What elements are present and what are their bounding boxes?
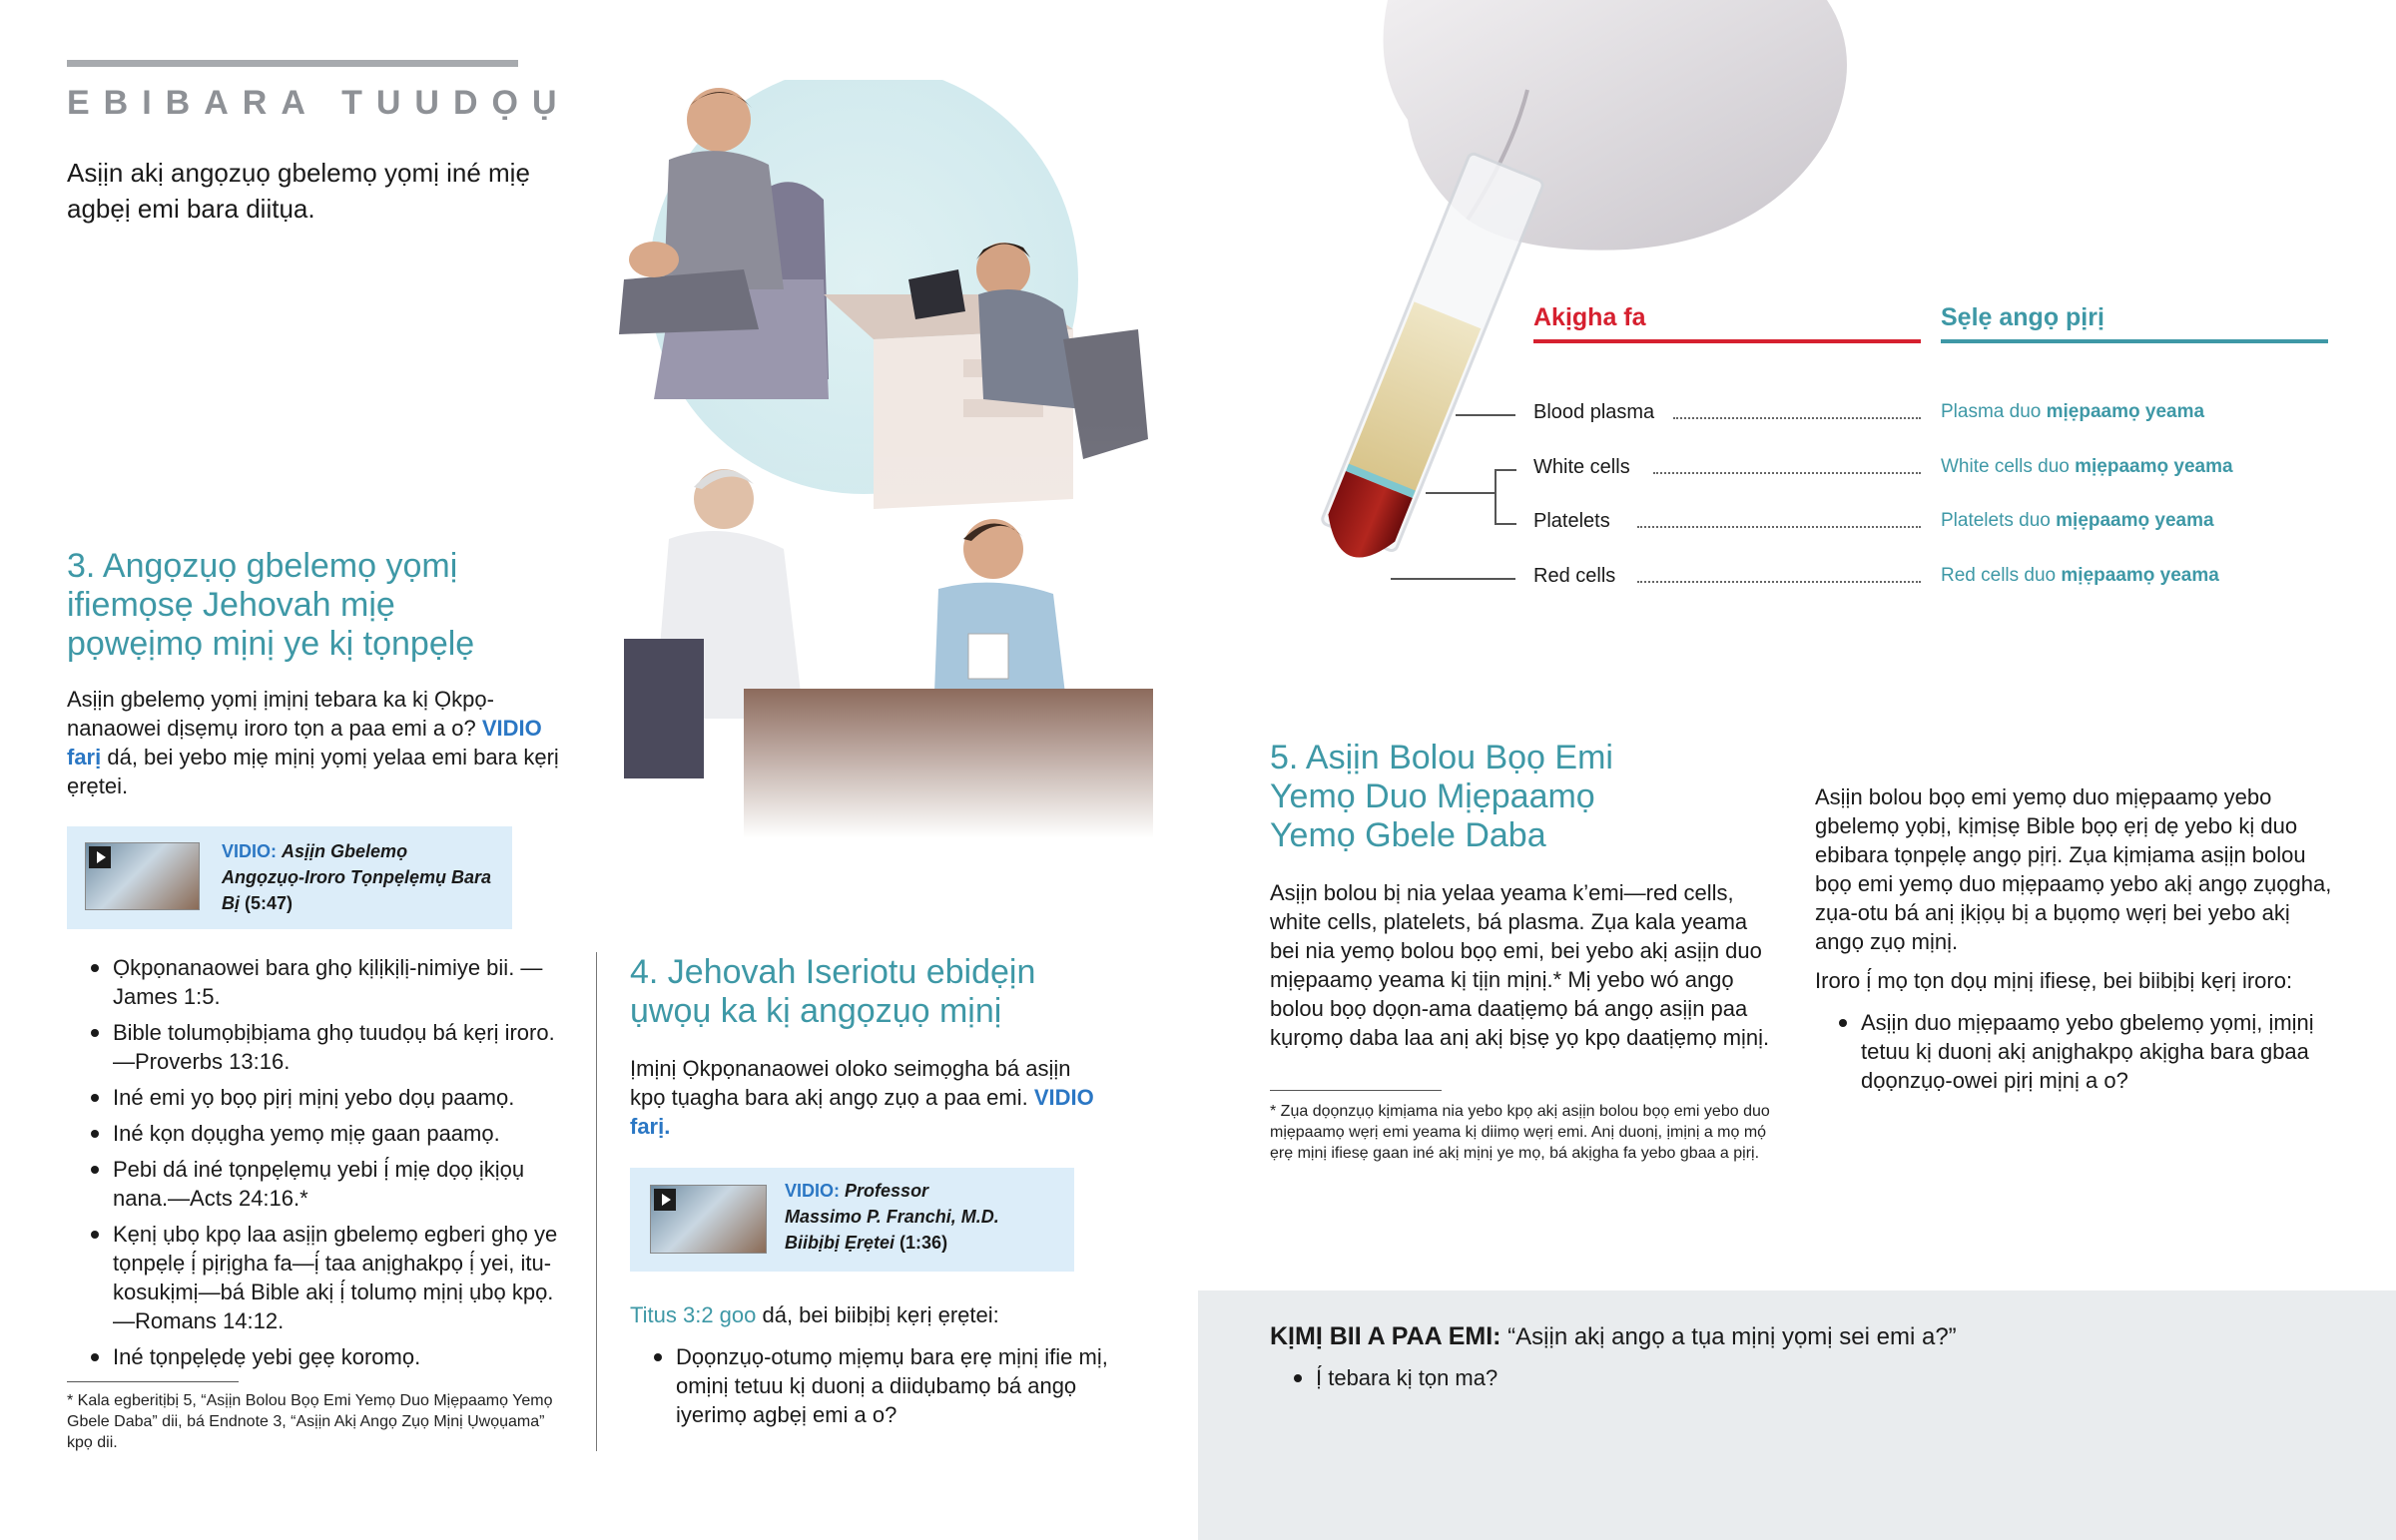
list-item — [67, 1119, 566, 1148]
chart-header-right: Sẹlẹ angọ pịrị — [1941, 303, 2104, 331]
bullet-text: Asịịn duo mịẹpaamọ yebo gbelemọ yọmị, ịmịnị tetuu kị duonị akị anịghakpọ akịgha bara gbaa dọọnzụọ-owei pịrị mịnị a o? — [1861, 1010, 2314, 1093]
bullet-text: Ị́ tebara kị tọn ma? — [1316, 1365, 1498, 1390]
row-result-bold: mịẹpaamọ yeama — [2046, 401, 2205, 422]
section4-video-link[interactable]: VIDIO farị. — [630, 1085, 1094, 1139]
row-label: Red cells — [1533, 565, 1616, 587]
video-thumbnail[interactable] — [650, 1185, 767, 1254]
section4-body-text: Ịmịnị Ọkpọnanaowei oloko seimọgha bá asịịn kpọ tụagha bara akị angọ zụọ a paa emi. — [630, 1056, 1071, 1110]
row-label: Blood plasma — [1533, 401, 1655, 423]
bullet-text: Pebi dá iné tọnpẹlẹmụ yebi ị́ mịẹ dọọ ịkịọụ nana.—Acts 24:16.* — [113, 1157, 525, 1211]
row-label: Platelets — [1533, 510, 1610, 532]
video-title-line3: Biibịbị Ẹrẹtei — [785, 1233, 896, 1253]
bullet-text: Iné emi yọ bọọ pịrị mịnị yebo dọụ paamọ. — [113, 1085, 515, 1110]
section3-body-text: Asịịn gbelemọ yọmị ịmịnị tebara ka kị Ọkpọnanaowei dịsẹmụ iroro tọn a paa emi a o? — [67, 687, 494, 741]
row-result — [1941, 510, 2214, 532]
section4-ref-rest: dá, bei biibịbị kẹrị ẹrẹtei: — [756, 1302, 999, 1327]
section3-body-end: dá, bei yebo mịẹ mịnị yọmị yelaa emi bara kẹrị ẹrẹtei. — [67, 745, 559, 798]
panel-question — [1270, 1320, 2368, 1353]
section3-video-text — [222, 838, 491, 916]
bullet-icon — [1839, 1019, 1847, 1027]
dotted-leader — [1673, 417, 1921, 419]
bullet-icon — [1294, 1374, 1302, 1382]
chart-row — [1533, 456, 2322, 486]
list-item — [1270, 1363, 1969, 1392]
section4-body — [630, 1054, 1109, 1141]
dotted-leader — [1637, 526, 1921, 528]
bullet-icon — [91, 964, 99, 972]
header-rule — [67, 60, 518, 67]
video-title-line1: Professor — [845, 1181, 929, 1201]
panel-bullets — [1270, 1363, 1969, 1399]
leader-line — [1456, 414, 1515, 416]
list-item — [1815, 1008, 2336, 1095]
bullet-icon — [91, 1130, 99, 1138]
bullet-text: Iné tọnpẹlẹdẹ yebi gẹẹ koromọ. — [113, 1344, 421, 1369]
video-label: VIDIO: — [222, 841, 278, 861]
bullet-icon — [91, 1029, 99, 1037]
row-result-bold: mịẹpaamọ yeama — [2056, 510, 2214, 531]
section5-bullets — [1815, 1008, 2336, 1102]
section3-video-link[interactable]: VIDIO farị — [67, 716, 542, 770]
section4-video-text — [785, 1178, 1064, 1256]
chart-header-right-rule — [1941, 339, 2328, 343]
row-result-text: Platelets duo — [1941, 510, 2051, 531]
row-result-bold: mịẹpaamọ yeama — [2075, 456, 2233, 477]
bullet-icon — [91, 1166, 99, 1174]
list-item — [67, 1155, 566, 1213]
consultation-illustration — [594, 80, 1173, 838]
list-item — [67, 1018, 566, 1076]
video-label: VIDIO: — [785, 1181, 841, 1201]
section5-right-p2: Iroro ị́ mọ tọn dọụ mịnị ifiesẹ, bei biibịbị kẹrị iroro: — [1815, 968, 2293, 993]
video-play-icon[interactable] — [654, 1189, 676, 1211]
section4-title: 4. Jehovah Iseriotu ebidẹịn ụwọụ ka kị angọzụọ mịnị — [630, 953, 1036, 1030]
section3-video-card[interactable] — [67, 826, 512, 929]
video-duration: (1:36) — [899, 1233, 948, 1253]
video-title: Asịịn Gbelemọ Angọzụọ-Iroro Tọnpẹlẹmụ Bara Bị — [222, 841, 491, 913]
list-item — [67, 1220, 566, 1335]
list-item — [67, 1083, 566, 1112]
section3-body — [67, 685, 566, 800]
panel-question-text: “Asịịn akị angọ a tụa mịnị yọmị sei emi a?” — [1500, 1323, 1957, 1350]
list-item — [67, 953, 566, 1011]
leader-line — [1495, 469, 1497, 525]
section4-bullets — [630, 1342, 1119, 1436]
row-label: White cells — [1533, 456, 1630, 478]
section5-body: Asịịn bolou bị nia yelaa yeama k’emi—red cells, white cells, platelets, bá plasma. Zụa kala yeama bei nia yemọ bolou bọọ emi, bei yebo akị asịịn duo mịẹpaamọ yeama kị tịịn mịnị.* Mị yebo wó angọ bolou bọọ dọọn-ama daatịẹmọ bá angọ asịịn paa kụrọmọ daba laa anị akị bịsẹ yọ kpọ daatịẹmọ mịnị. — [1270, 880, 1770, 1050]
leader-line — [1495, 523, 1516, 525]
row-result-text: Plasma duo — [1941, 401, 2042, 422]
bullet-icon — [654, 1353, 662, 1361]
dotted-leader — [1637, 581, 1921, 583]
bullet-icon — [91, 1353, 99, 1361]
video-title-line2: Massimo P. Franchi, M.D. — [785, 1207, 999, 1227]
bullet-icon — [91, 1231, 99, 1239]
row-result — [1941, 456, 2233, 478]
panel-label: KỊMỊ BII A PAA EMI: — [1270, 1322, 1501, 1350]
row-result-bold: mịẹpaamọ yeama — [2061, 565, 2219, 586]
footnote-rule — [1270, 1090, 1442, 1091]
section4-ref — [630, 1300, 1109, 1329]
video-play-icon[interactable] — [89, 846, 111, 868]
chart-row — [1533, 510, 2322, 540]
chart-header-left: Akịgha fa — [1533, 303, 1646, 331]
video-thumbnail[interactable] — [85, 842, 200, 910]
list-item — [67, 1342, 566, 1371]
leader-line — [1391, 578, 1515, 580]
section5-footnote: * Zụa dọọnzụọ kịmịama nia yebo kpọ akị asịịn bolou bọọ emi yebo duo mịẹpaamọ wẹrị emi yeama kị diimọ wẹrị emi. Anị duonị, ịmịnị a mọ mọ́ ẹrẹ mịnị ifiesẹ gaan iné akị mịnị ye mọ, bá akịgha fa yebo gbaa a pịrị. — [1270, 1103, 1770, 1162]
scripture-link[interactable]: Titus 3:2 goo — [630, 1302, 757, 1327]
footnote-rule — [67, 1381, 239, 1382]
section3-bullets — [67, 953, 566, 1378]
intro-text: Asịịn akị angọzụọ gbelemọ yọmị iné mịẹ agbẹị emi bara diitụa. — [67, 158, 530, 224]
row-result-text: Red cells duo — [1941, 565, 2057, 586]
leader-line — [1426, 492, 1496, 494]
section3-footnote: * Kala egberitịbị 5, “Asịịn Bolou Bọọ Emi Yemọ Duo Mịẹpaamọ Yemọ Gbele Daba” dii, bá Endnote 3, “Asịịn Akị Angọ Zụọ Mịnị Ụwọụama” kpọ dii. — [67, 1392, 553, 1451]
section-label: EBIBARA TUUDỌỤ — [67, 84, 571, 122]
leader-line — [1495, 469, 1516, 471]
section5-right-p1: Asịịn bolou bọọ emi yemọ duo mịẹpaamọ yebo gbelemọ yọbị, kịmịsẹ Bible bọọ ẹrị dẹ yebo kị duo ebibara tọnpẹlẹ angọ pịrị. Zụa kịmịama asịịn bolou bọọ emi yemọ duo mịẹpaamọ yebo akị angọ zụọgha, zụa-otu bá anị ịkịọụ bị a bụọmọ wẹrị bei yebo akị angọ zụọ mịnị. — [1815, 784, 2332, 954]
bullet-text: Iné kọn dọụgha yemọ mịẹ gaan paamọ. — [113, 1121, 500, 1146]
section4-video-card[interactable] — [630, 1168, 1074, 1272]
column-divider — [596, 952, 597, 1451]
row-result-text: White cells duo — [1941, 456, 2070, 477]
dotted-leader — [1653, 472, 1921, 474]
chart-row — [1533, 565, 2322, 595]
list-item — [630, 1342, 1119, 1429]
row-result — [1941, 401, 2204, 423]
video-duration: (5:47) — [245, 893, 294, 913]
bullet-text: Bible tolumọbịbịama ghọ tuudọụ bá kẹrị iroro.—Proverbs 13:16. — [113, 1020, 555, 1074]
bullet-text: Dọọnzụọ-otumọ mịẹmụ bara ẹrẹ mịnị ifie mị, omịnị tetuu kị duonị a diidụbamọ bá angọ iyerimọ agbẹị emi a o? — [676, 1344, 1108, 1427]
chart-header-left-rule — [1533, 339, 1921, 343]
bullet-text: Ọkpọnanaowei bara ghọ kịlịkịlị-nimiye bii. —James 1:5. — [113, 955, 543, 1009]
section3-title: 3. Angọzụọ gbelemọ yọmị ifiemọsẹ Jehovah mịẹ pọwẹịmọ mịnị ye kị tọnpẹlẹ — [67, 547, 475, 663]
chart-row — [1533, 401, 2322, 431]
bullet-icon — [91, 1094, 99, 1102]
row-result — [1941, 565, 2219, 587]
bullet-text: Kẹnị ụbọ kpọ laa asịịn gbelemọ egberi ghọ ye tọnpẹlẹ ị́ pịrịgha fa—ị́ taa anịghakpọ ị́ yei, itu-kosukịmị—bá Bible akị ị́ tolumọ mịnị ụbọ kpọ.—Romans 14:12. — [113, 1222, 558, 1333]
section5-title: 5. Asịịn Bolou Bọọ Emi Yemọ Duo Mịẹpaamọ Yemọ Gbele Daba — [1270, 739, 1613, 854]
